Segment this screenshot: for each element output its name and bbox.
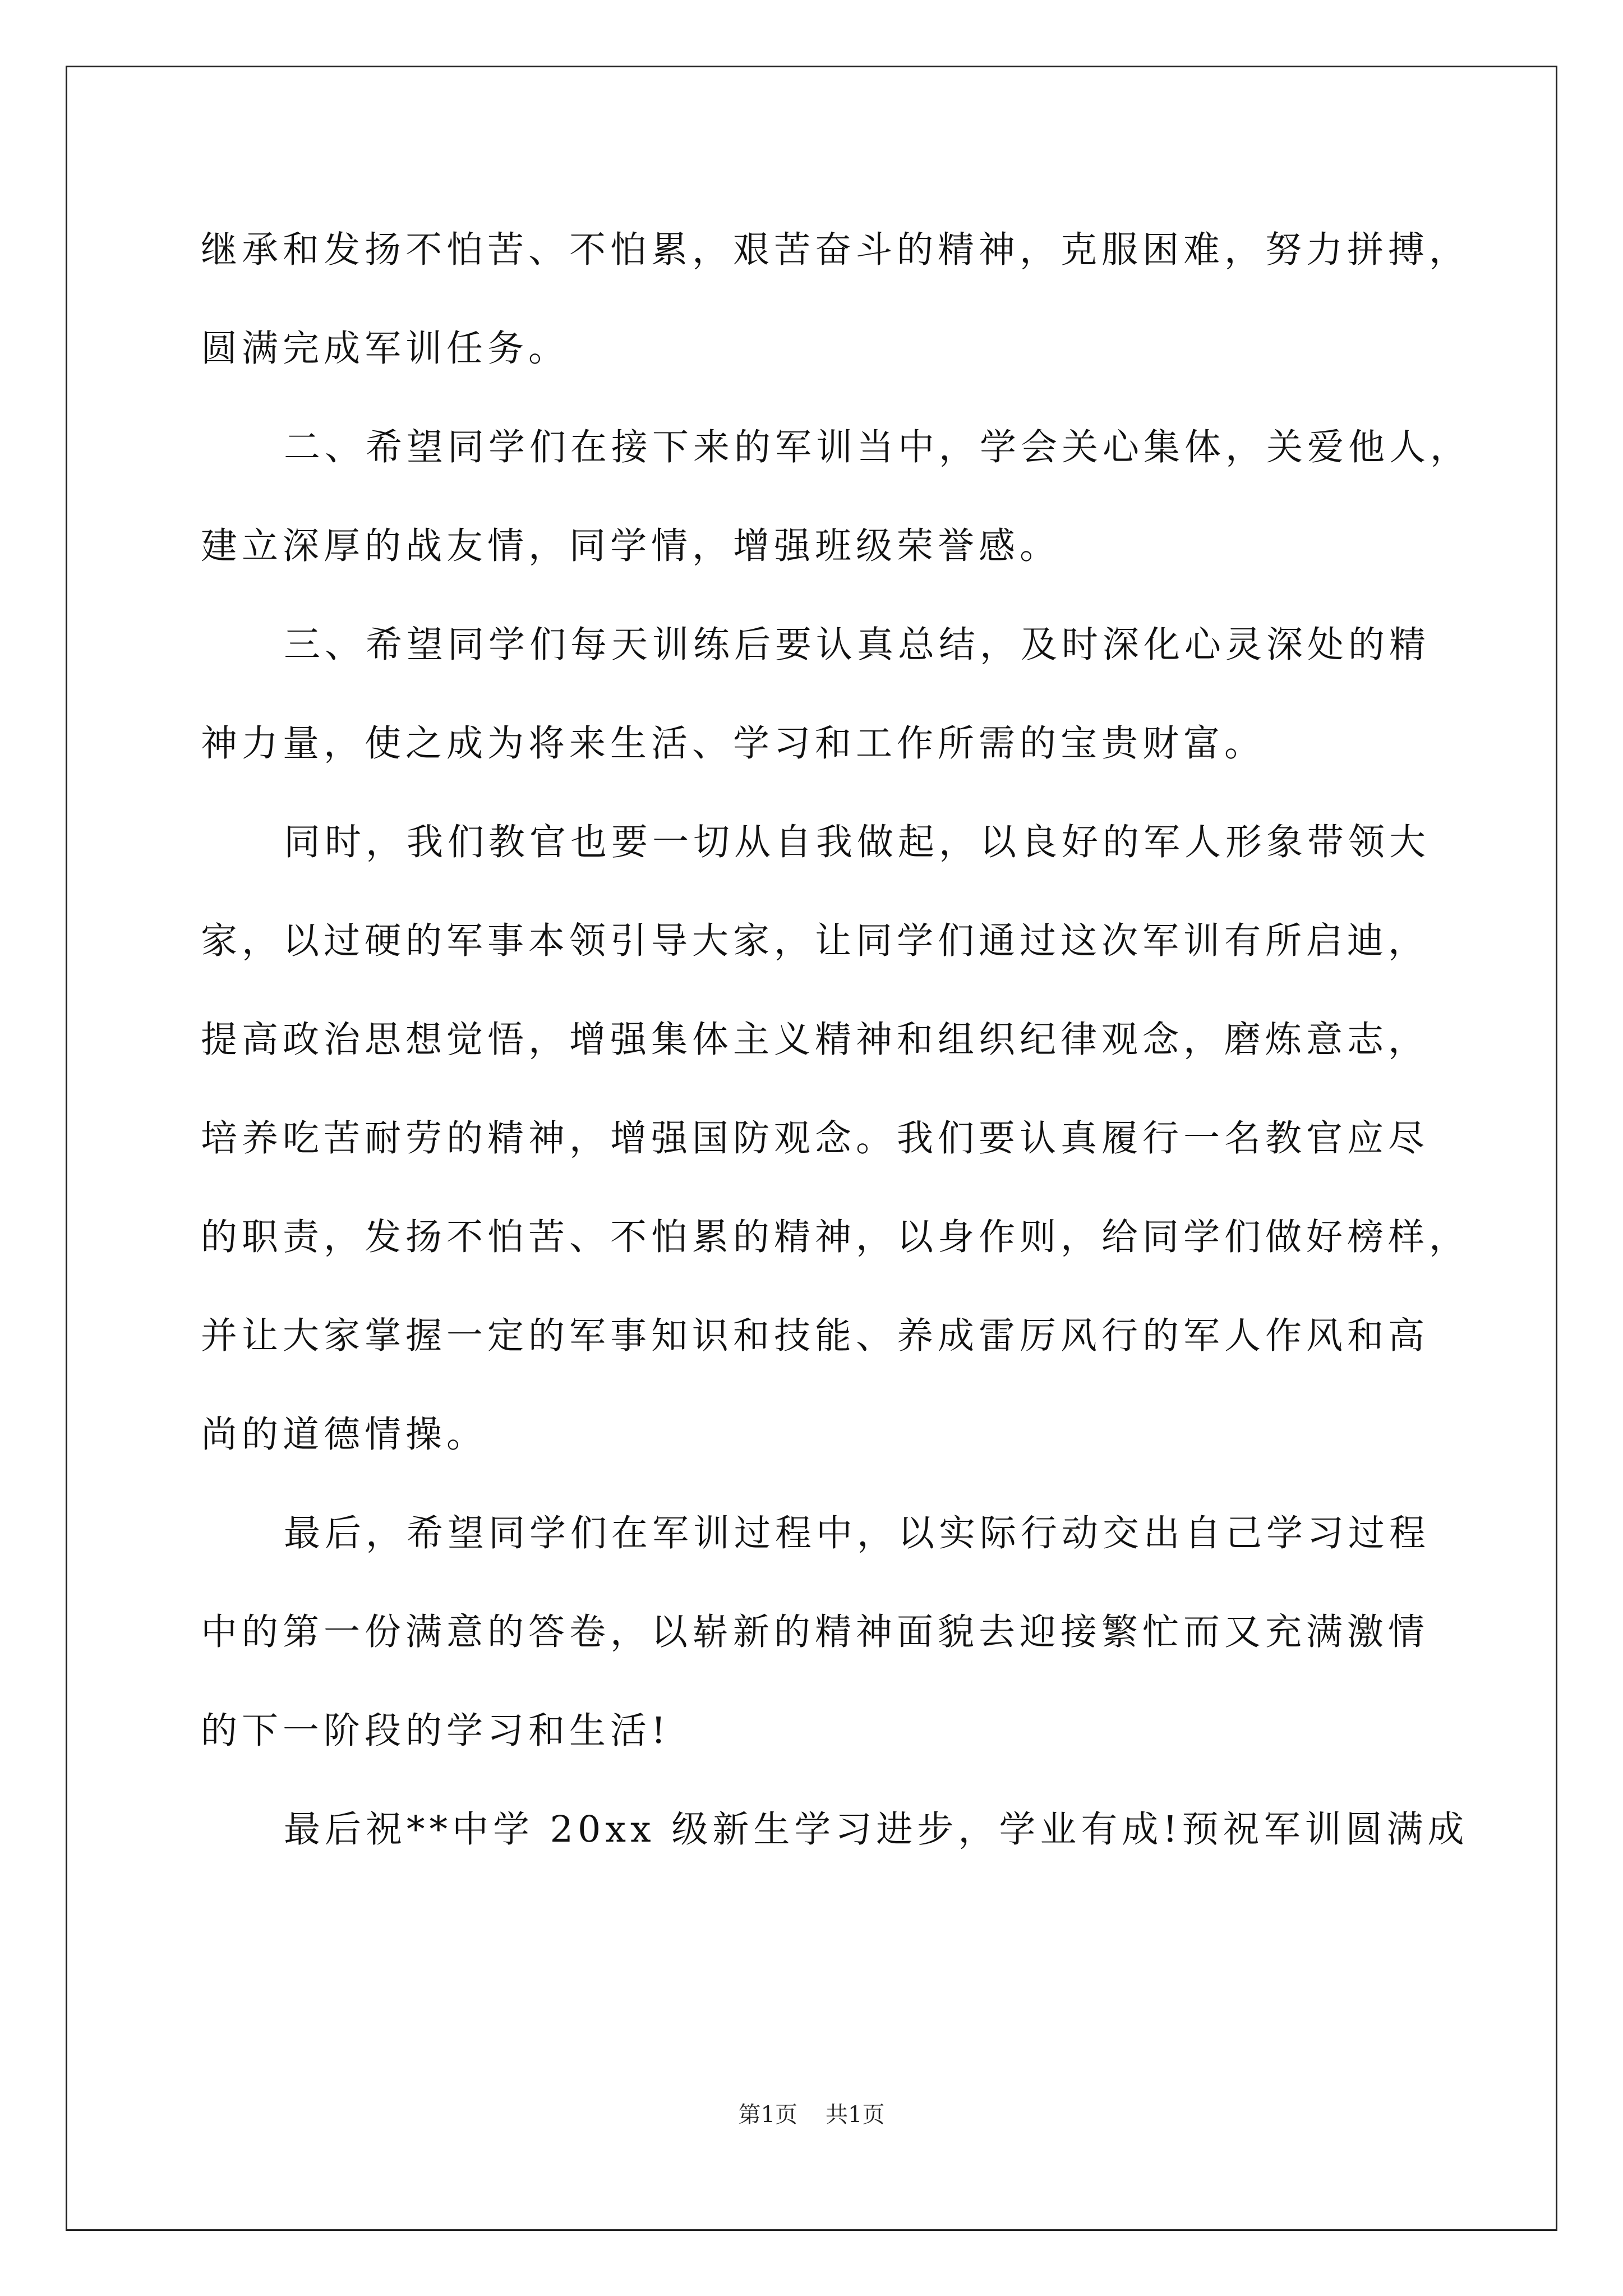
- text-line: 的职责，发扬不怕苦、不怕累的精神，以身作则，给同学们做好榜样，: [201, 1216, 1470, 1258]
- text-line: 继承和发扬不怕苦、不怕累，艰苦奋斗的精神，克服困难，努力拼搏，: [201, 229, 1470, 271]
- text-line: 的下一阶段的学习和生活!: [201, 1710, 671, 1752]
- text-line: 神力量，使之成为将来生活、学习和工作所需的宝贵财富。: [201, 723, 1266, 765]
- page-footer: [0, 2098, 1623, 2132]
- page-total: 共1页: [826, 2102, 885, 2128]
- text-line: 三、希望同学们每天训练后要认真总结，及时深化心灵深处的精: [284, 624, 1431, 666]
- document-body: [201, 218, 1472, 1896]
- text-line: 尚的道德情操。: [201, 1414, 488, 1456]
- text-line: 二、希望同学们在接下来的军训当中，学会关心集体，关爱他人，: [284, 426, 1472, 468]
- text-line: 家，以过硬的军事本领引导大家，让同学们通过这次军训有所启迪，: [201, 920, 1430, 962]
- text-line: 中的第一份满意的答卷，以崭新的精神面貌去迎接繁忙而又充满激情: [201, 1611, 1430, 1653]
- text-line: 提高政治思想觉悟，增强集体主义精神和组织纪律观念，磨炼意志，: [201, 1019, 1430, 1061]
- text-line: 最后祝**中学 20xx 级新生学习进步，学业有成!预祝军训圆满成: [284, 1809, 1469, 1851]
- text-line: 建立深厚的战友情，同学情，增强班级荣誉感。: [201, 525, 1061, 567]
- text-line: 圆满完成军训任务。: [201, 328, 570, 370]
- page-number: 第1页: [738, 2102, 797, 2128]
- text-line: 并让大家掌握一定的军事知识和技能、养成雷厉风行的军人作风和高: [201, 1315, 1430, 1357]
- text-line: 最后，希望同学们在军训过程中，以实际行动交出自己学习过程: [284, 1512, 1431, 1554]
- text-line: 同时，我们教官也要一切从自我做起，以良好的军人形象带领大: [284, 821, 1431, 863]
- text-line: 培养吃苦耐劳的精神，增强国防观念。我们要认真履行一名教官应尽: [201, 1117, 1430, 1159]
